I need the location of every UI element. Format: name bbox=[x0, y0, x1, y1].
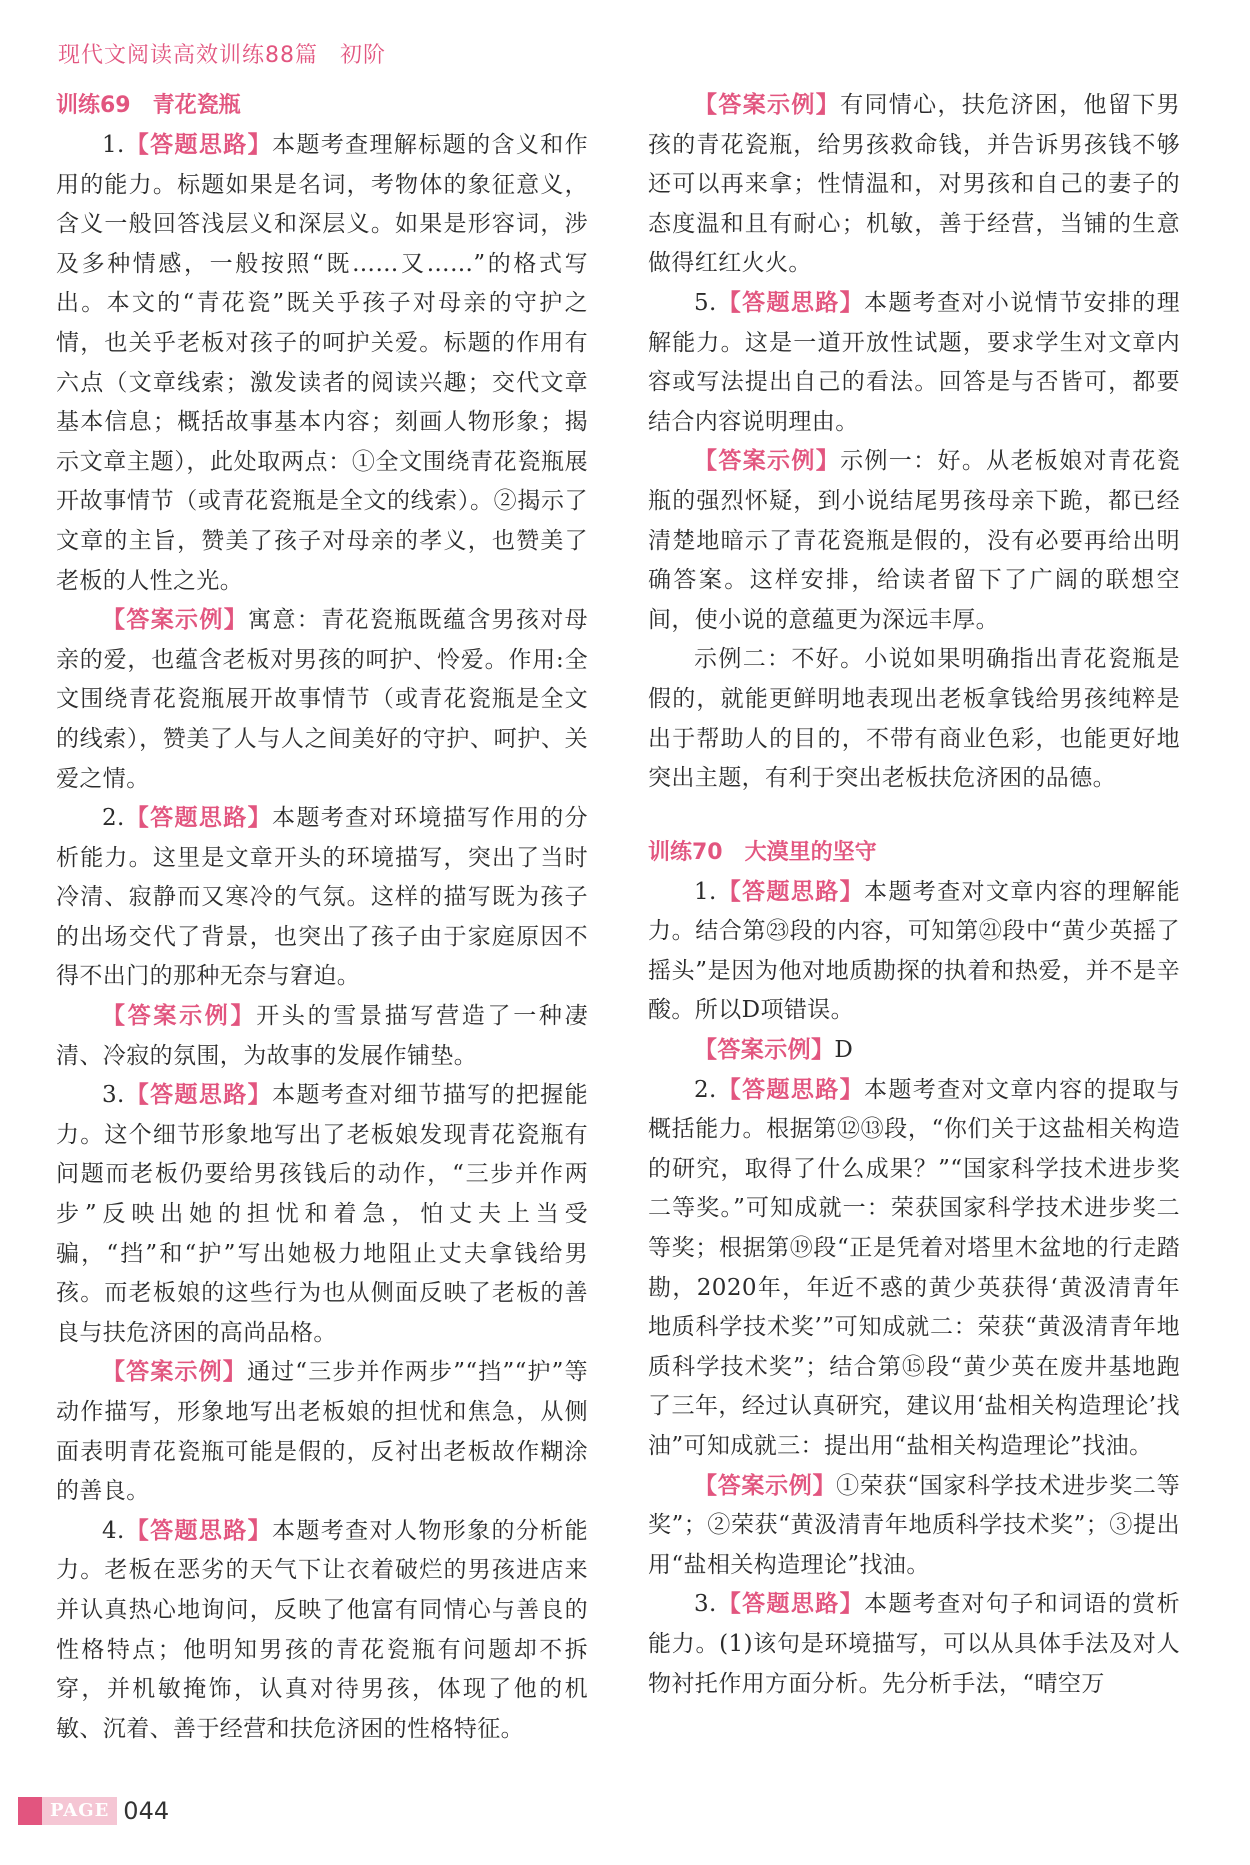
answer-marker: 【答题思路】 bbox=[716, 878, 865, 905]
question-number: 3. bbox=[102, 1082, 125, 1109]
answer-marker: 【答题思路】 bbox=[124, 805, 273, 832]
answer-paragraph bbox=[648, 1585, 1180, 1704]
paragraph-text: 示例二：不好。小说如果明确指出青花瓷瓶是假的，就能更鲜明地表现出老板拿钱给男孩纯粹是出于帮助人的目的，不带有商业色彩，也能更好地突出主题，有利于突出老板扶危济困的品德。 bbox=[648, 646, 1180, 792]
paragraph-text: 寓意：青花瓷瓶既蕴含男孩对母亲的爱，也蕴含老板对男孩的呵护、怜爱。作用:全文围绕青花瓷瓶展开故事情节（或青花瓷瓶是全文的线索），赞美了人与人之间美好的守护、呵护、关爱之情。 bbox=[56, 607, 588, 792]
question-number: 3. bbox=[694, 1591, 717, 1618]
paragraph-text: 本题考查理解标题的含义和作用的能力。标题如果是名词，考物体的象征意义，含义一般回答浅层义和深层义。如果是形容词，涉及多种情感，一般按照“既……又……”的格式写出。本文的“青花瓷”既关乎孩子对母亲的守护之情，也关乎老板对孩子的呵护关爱。标题的作用有六点（文章线索；激发读者的阅读兴趣；交代文章基本信息；概括故事基本内容；刻画人物形象；揭示文章主题），此处取两点：①全文围绕青花瓷瓶展开故事情节（或青花瓷瓶是全文的线索）。②揭示了文章的主旨，赞美了孩子对母亲的孝义，也赞美了老板的人性之光。 bbox=[56, 132, 589, 594]
answer-marker: 【答案示例】 bbox=[694, 92, 841, 118]
page-tag: PAGE bbox=[42, 1797, 117, 1825]
running-header bbox=[58, 38, 386, 69]
answer-marker: 【答案示例】 bbox=[102, 1003, 257, 1030]
paragraph-text: 通过“三步并作两步”“挡”“护”等动作描写，形象地写出老板娘的担忧和焦急，从侧面表明青花瓷瓶可能是假的，反衬出老板故作糊涂的善良。 bbox=[56, 1359, 588, 1505]
answer-marker: 【答题思路】 bbox=[124, 1082, 273, 1109]
paragraph-text: 示例一：好。从老板娘对青花瓷瓶的强烈怀疑，到小说结尾男孩母亲下跪，都已经清楚地暗示了青花瓷瓶是假的，没有必要再给出明确答案。这样安排，给读者留下了广阔的联想空间，使小说的意蕴更为深远丰厚。 bbox=[648, 448, 1180, 633]
answer-paragraph bbox=[56, 1353, 588, 1511]
paragraph-text: 本题考查对细节描写的把握能力。这个细节形象地写出了老板娘发现青花瓷瓶有问题而老板仍要给男孩钱后的动作，“三步并作两步”反映出她的担忧和着急，怕丈夫上当受骗，“挡”和“护”写出她极力地阻止丈夫拿钱给男孩。而老板娘的这些行为也从侧面反映了老板的善良与扶危济困的高尚品格。 bbox=[56, 1082, 589, 1346]
answer-marker: 【答题思路】 bbox=[124, 1517, 273, 1544]
answer-paragraph bbox=[648, 284, 1180, 442]
answer-marker: 【答题思路】 bbox=[124, 132, 273, 158]
paragraph-text: ①荣获“国家科学技术进步奖二等奖”；②荣获“黄汲清青年地质科学技术奖”；③提出用“盐相关构造理论”找油。 bbox=[648, 1472, 1180, 1578]
paragraph-text: 本题考查对小说情节安排的理解能力。这是一道开放性试题，要求学生对文章内容或写法提出自己的看法。回答是与否皆可，都要结合内容说明理由。 bbox=[648, 289, 1181, 435]
answer-paragraph bbox=[648, 873, 1180, 1031]
paragraph-text: 本题考查对环境描写作用的分析能力。这里是文章开头的环境描写，突出了当时冷清、寂静而又寒冷的气氛。这样的描写既为孩子的出场交代了背景，也突出了孩子由于家庭原因不得不出门的那种无奈与窘迫。 bbox=[56, 805, 589, 990]
answer-marker: 【答案示例】 bbox=[694, 1037, 835, 1064]
answer-marker: 【答案示例】 bbox=[102, 607, 249, 634]
answer-marker: 【答案示例】 bbox=[102, 1359, 247, 1386]
paragraph-text: D bbox=[834, 1037, 854, 1064]
answer-paragraph bbox=[648, 86, 1180, 284]
answer-marker: 【答案示例】 bbox=[694, 1472, 837, 1499]
answer-paragraph bbox=[56, 1076, 588, 1353]
answer-paragraph bbox=[648, 640, 1180, 798]
answer-marker: 【答题思路】 bbox=[716, 1076, 865, 1103]
question-number: 1. bbox=[102, 132, 125, 158]
section-title: 训练70 大漠里的坚守 bbox=[648, 839, 877, 865]
answer-paragraph bbox=[56, 997, 588, 1076]
answer-marker: 【答题思路】 bbox=[716, 289, 865, 316]
answer-paragraph bbox=[648, 442, 1180, 640]
question-number: 1. bbox=[694, 878, 717, 905]
paragraph-text: 本题考查对文章内容的提取与概括能力。根据第⑫⑬段，“你们关于这盐相关构造的研究，取得了什么成果？”“国家科学技术进步奖二等奖。”可知成就一：荣获国家科学技术进步奖二等奖；根据第⑲段“正是凭着对塔里木盆地的行走踏勘，2020年，年近不惑的黄少英获得‘黄汲清青年地质科学技术奖’”可知成就二：荣获“黄汲清青年地质科学技术奖”；结合第⑮段“黄少英在废井基地跑了三年，经过认真研究，建议用‘盐相关构造理论’找油”可知成就三：提出用“盐相关构造理论”找油。 bbox=[648, 1076, 1181, 1459]
answer-paragraph bbox=[648, 1031, 1180, 1071]
paragraph-text: 有同情心，扶危济困，他留下男孩的青花瓷瓶，给男孩救命钱，并告诉男孩钱不够还可以再来拿；性情温和，对男孩和自己的妻子的态度温和且有耐心；机敏，善于经营，当铺的生意做得红红火火。 bbox=[648, 92, 1180, 277]
answer-paragraph bbox=[56, 126, 588, 601]
book-level: 初阶 bbox=[340, 43, 387, 68]
page-footer bbox=[18, 1796, 169, 1826]
left-column bbox=[56, 86, 588, 1749]
paragraph-text: 本题考查对句子和词语的赏析能力。(1)该句是环境描写，可以从具体手法及对人物衬托作用方面分析。先分析手法，“晴空万 bbox=[648, 1591, 1181, 1697]
paragraph-text: 本题考查对人物形象的分析能力。老板在恶劣的天气下让衣着破烂的男孩进店来并认真热心地询问，反映了他富有同情心与善良的性格特点；他明知男孩的青花瓷瓶有问题却不拆穿，并机敏掩饰，认真对待男孩，体现了他的机敏、沉着、善于经营和扶危济困的性格特征。 bbox=[56, 1517, 589, 1742]
question-number: 2. bbox=[694, 1076, 717, 1103]
answer-marker: 【答案示例】 bbox=[694, 448, 841, 475]
paragraph-text: 开头的雪景描写营造了一种凄清、冷寂的氛围，为故事的发展作铺垫。 bbox=[56, 1003, 588, 1069]
answer-paragraph bbox=[56, 601, 588, 799]
question-number: 2. bbox=[102, 805, 125, 832]
answer-paragraph bbox=[648, 1467, 1180, 1586]
answer-marker: 【答题思路】 bbox=[716, 1591, 865, 1618]
page-number: 044 bbox=[123, 1797, 170, 1825]
question-number: 5. bbox=[694, 289, 717, 316]
right-column bbox=[648, 86, 1180, 1704]
question-number: 4. bbox=[102, 1517, 125, 1544]
answer-paragraph bbox=[56, 1512, 588, 1750]
answer-paragraph bbox=[56, 799, 588, 997]
section-title: 训练69 青花瓷瓶 bbox=[56, 93, 241, 118]
paragraph-text: 本题考查对文章内容的理解能力。结合第㉓段的内容，可知第㉑段中“黄少英摇了摇头”是因为他对地质勘探的执着和热爱，并不是辛酸。所以D项错误。 bbox=[648, 878, 1181, 1024]
answer-paragraph bbox=[648, 1071, 1180, 1467]
footer-accent-bar bbox=[18, 1797, 42, 1825]
book-title: 现代文阅读高效训练88篇 bbox=[58, 43, 318, 68]
